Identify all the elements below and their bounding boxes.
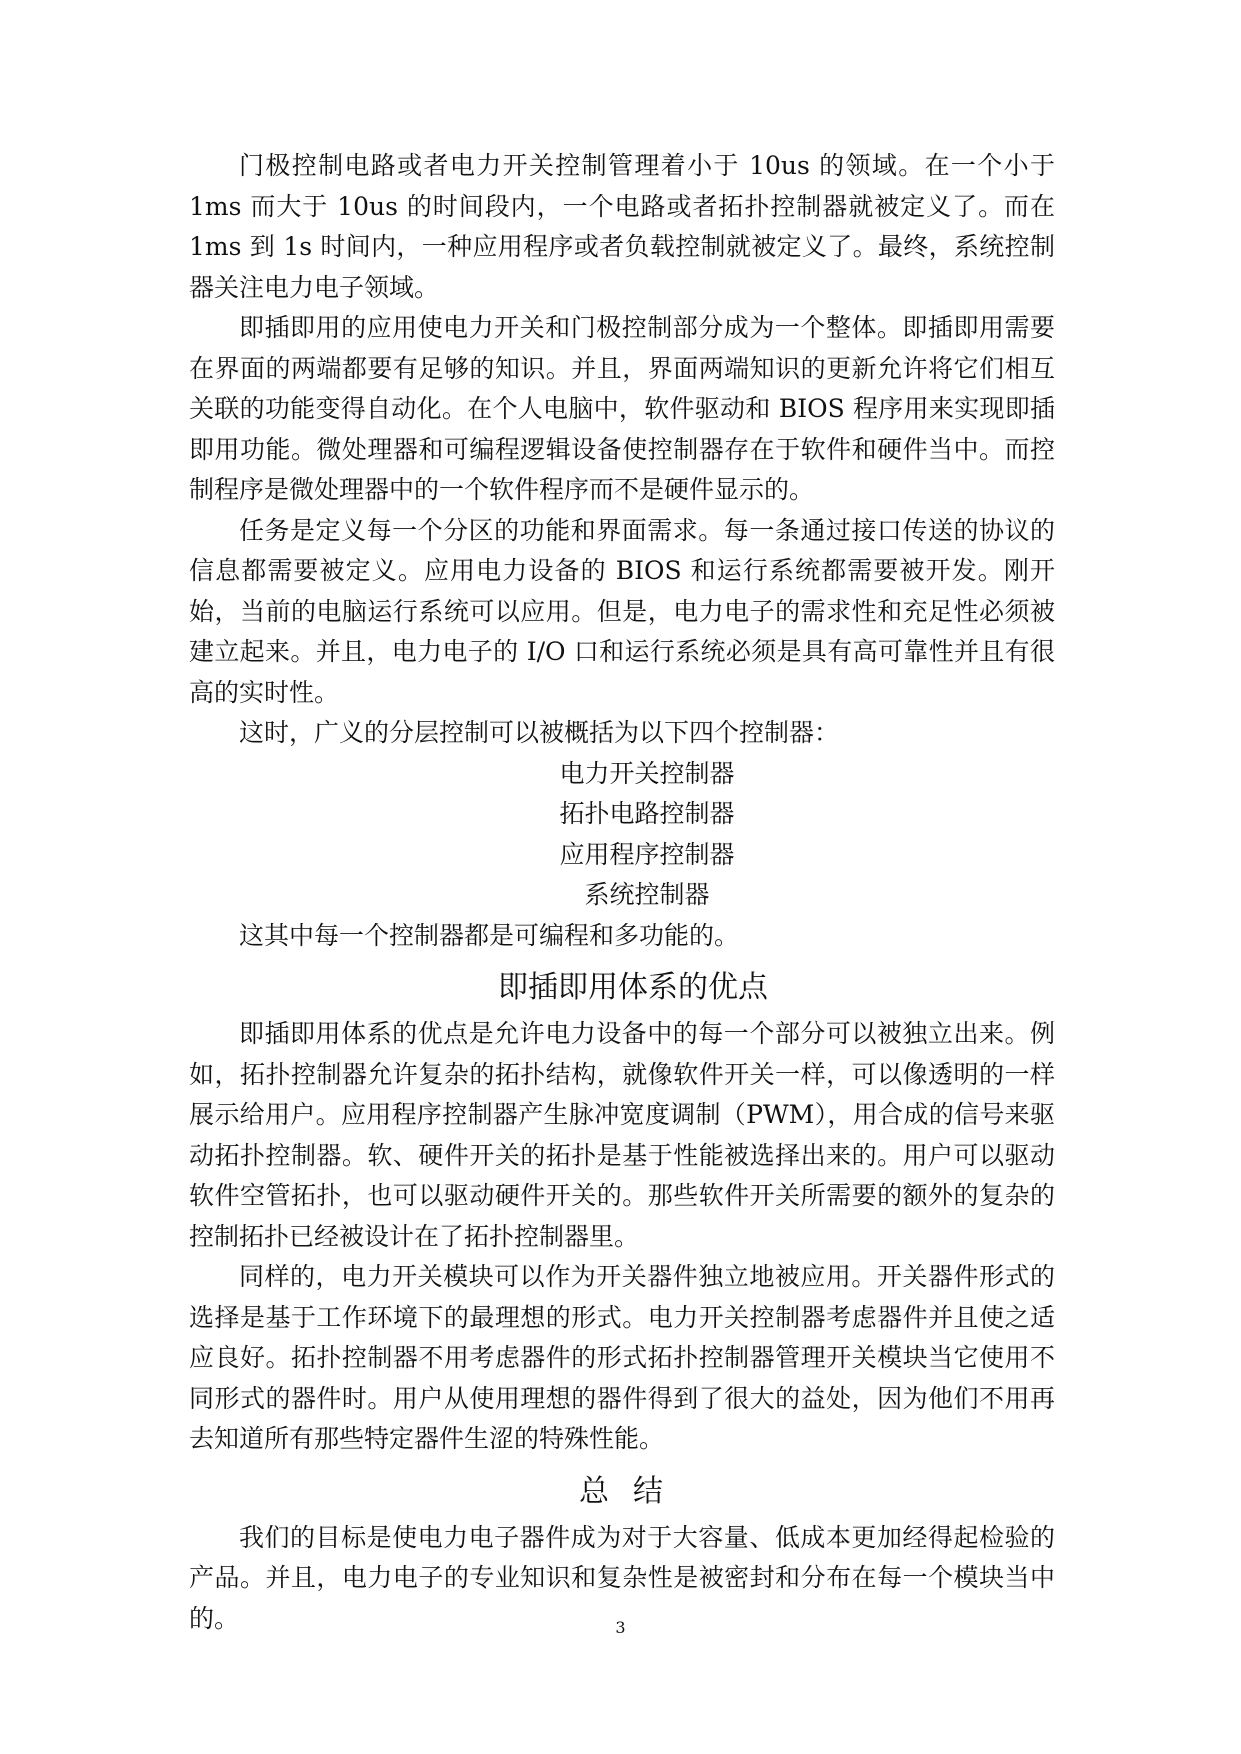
- controller-list: [189, 754, 1055, 916]
- paragraph-task-definition: 任务是定义每一个分区的功能和界面需求。每一条通过接口传送的协议的信息都需要被定义。应用电力设备的 BIOS 和运行系统都需要被开发。刚开始，当前的电脑运行系统可以应用。但是，电力电子的需求性和充足性必须被建立起来。并且，电力电子的 I/O 口和运行系统必须是具有高可靠性并且有很高的实时性。: [189, 515, 1055, 707]
- paragraph-programmable-note: 这其中每一个控制器都是可编程和多功能的。: [239, 920, 740, 950]
- page-content: [189, 146, 1055, 1639]
- list-item-power-switch-controller: 电力开关控制器: [559, 758, 735, 788]
- list-item-system-controller: 系统控制器: [584, 880, 710, 909]
- list-item-topology-controller: 拓扑电路控制器: [559, 799, 735, 828]
- paragraph-plug-and-play: 即插即用的应用使电力开关和门极控制部分成为一个整体。即插即用需要在界面的两端都要有足够的知识。并且，界面两端知识的更新允许将它们相互关联的功能变得自动化。在个人电脑中，软件驱动和 BIOS 程序用来实现即插即用功能。微处理器和可编程逻辑设备使控制器存在于软件和硬件当中。而控制程序是微处理器中的一个软件程序而不是硬件显示的。: [189, 313, 1055, 504]
- paragraph-advantages-1: 即插即用体系的优点是允许电力设备中的每一个部分可以被独立出来。例如，拓扑控制器允许复杂的拓扑结构，就像软件开关一样，可以像透明的一样展示给用户。应用程序控制器产生脉冲宽度调制（PWM），用合成的信号来驱动拓扑控制器。软、硬件开关的拓扑是基于性能被选择出来的。用户可以驱动软件空管拓扑，也可以驱动硬件开关的。那些软件开关所需要的额外的复杂的控制拓扑已经被设计在了拓扑控制器里。: [189, 1019, 1055, 1251]
- paragraph-gate-control: 门极控制电路或者电力开关控制管理着小于 10us 的领域。在一个小于 1ms 而大于 10us 的时间段内，一个电路或者拓扑控制器就被定义了。而在 1ms 到 1s 时间内，一种应用程序或者负载控制就被定义了。最终，系统控制器关注电力电子领域。: [189, 151, 1055, 302]
- paragraph-controller-intro: 这时，广义的分层控制可以被概括为以下四个控制器：: [239, 718, 840, 747]
- section-heading-advantages: 即插即用体系的优点: [498, 970, 768, 1005]
- list-item-application-controller: 应用程序控制器: [559, 839, 735, 869]
- section-heading-summary: 总结: [579, 1473, 687, 1509]
- paragraph-summary: 我们的目标是使电力电子器件成为对于大容量、低成本更加经得起检验的产品。并且，电力电子的专业知识和复杂性是被密封和分布在每一个模块当中的。: [189, 1522, 1055, 1633]
- paragraph-advantages-2: 同样的，电力开关模块可以作为开关器件独立地被应用。开关器件形式的选择是基于工作环境下的最理想的形式。电力开关控制器考虑器件并且使之适应良好。拓扑控制器不用考虑器件的形式拓扑控制器管理开关模块当它使用不同形式的器件时。用户从使用理想的器件得到了很大的益处，因为他们不用再去知道所有那些特定器件生涩的特殊性能。: [189, 1262, 1055, 1453]
- page-number: 3: [615, 1618, 626, 1637]
